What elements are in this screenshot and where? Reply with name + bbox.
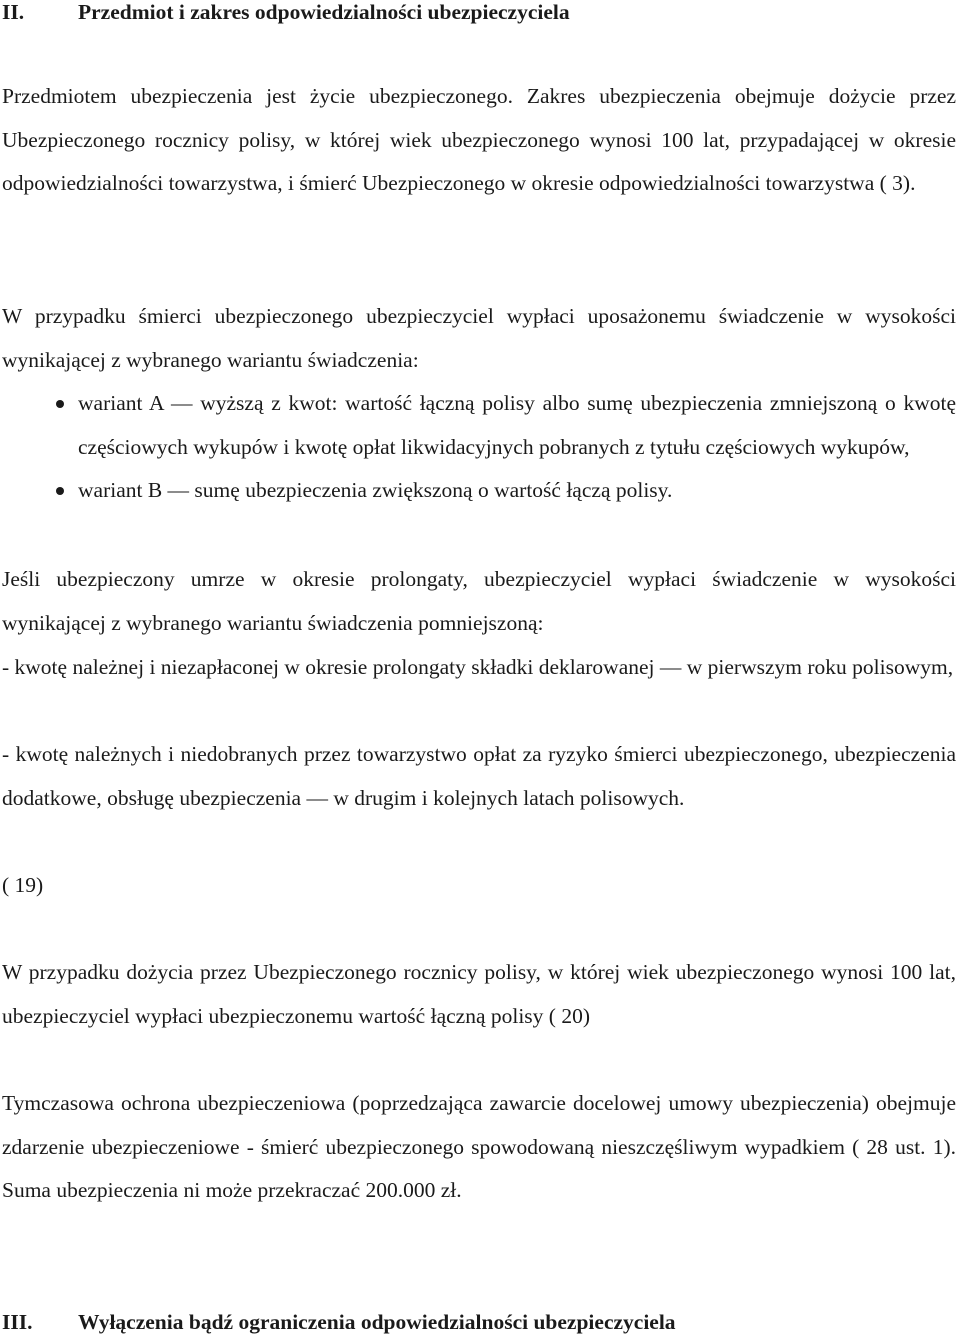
paragraph-deduction-premium: - kwotę należnej i niezapłaconej w okresie prolongaty składki deklarowanej — w pierwszym roku polisowym, <box>2 655 954 679</box>
paragraph-reference-19: ( 19) <box>2 873 44 897</box>
section-heading-ii <box>2 0 570 24</box>
section-title: Przedmiot i zakres odpowiedzialności ubezpieczyciela <box>78 0 570 24</box>
paragraph-endowment: W przypadku dożycia przez Ubezpieczonego rocznicy polisy, w której wiek ubezpieczonego wynosi 100 lat, ubezpieczyciel wypłaci ubezpieczonemu wartość łączną polisy ( 20) <box>2 960 956 1028</box>
bullet-icon <box>56 487 64 495</box>
section-number: II. <box>2 0 25 24</box>
section-title: Wyłączenia bądź ograniczenia odpowiedzialności ubezpieczyciela <box>78 1310 676 1334</box>
variant-a-text: wariant A — wyższą z kwot: wartość łączną polisy albo sumę ubezpieczenia zmniejszoną o kwotę częściowych wykupów i kwotę opłat likwidacyjnych pobranych z tytułu częściowych wykupów, <box>78 391 956 459</box>
list-item-variant-a <box>0 382 956 469</box>
paragraph-death-benefit: W przypadku śmierci ubezpieczonego ubezpieczyciel wypłaci uposażonemu świadczenie w wysokości wynikającej z wybranego wariantu świadczenia: <box>2 304 956 372</box>
paragraph-prolongation: Jeśli ubezpieczony umrze w okresie prolongaty, ubezpieczyciel wypłaci świadczenie w wysokości wynikającej z wybranego wariantu świadczenia pomniejszoną: <box>2 567 956 635</box>
section-number: III. <box>2 1310 33 1334</box>
variant-list <box>0 382 956 513</box>
paragraph-deduction-fees: - kwotę należnych i niedobranych przez towarzystwo opłat za ryzyko śmierci ubezpieczonego, ubezpieczenia dodatkowe, obsługę ubezpieczenia — w drugim i kolejnych latach polisowych. <box>2 742 956 810</box>
bullet-icon <box>56 400 64 408</box>
section-heading-iii <box>2 1310 676 1334</box>
variant-b-text: wariant B — sumę ubezpieczenia zwiększoną o wartość łączą polisy. <box>78 478 673 503</box>
paragraph-subject-of-insurance: Przedmiotem ubezpieczenia jest życie ubezpieczonego. Zakres ubezpieczenia obejmuje dożycie przez Ubezpieczonego rocznicy polisy, w której wiek ubezpieczonego wynosi 100 lat, przypadającej w okresie odpowiedzialności towarzystwa, i śmierć Ubezpieczonego w okresie odpowiedzialności towarzystwa ( 3). <box>2 84 956 196</box>
paragraph-temporary-cover: Tymczasowa ochrona ubezpieczeniowa (poprzedzająca zawarcie docelowej umowy ubezpieczenia) obejmuje zdarzenie ubezpieczeniowe - śmierć ubezpieczonego spowodowaną nieszczęśliwym wypadkiem ( 28 ust. 1). Suma ubezpieczenia ni może przekraczać 200.000 zł. <box>2 1091 956 1203</box>
list-item-variant-b <box>0 469 956 513</box>
